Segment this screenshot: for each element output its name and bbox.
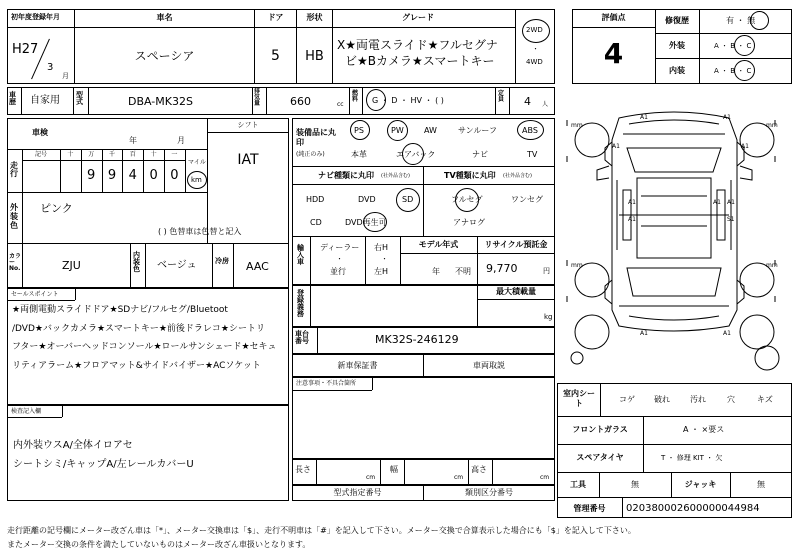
mileage-digit: 0 [170, 168, 179, 183]
damage-label: A1 [723, 330, 731, 337]
mileage-digit: 0 [149, 168, 158, 183]
car-name: スペーシア [134, 49, 195, 63]
equip-tv: TV [527, 150, 538, 159]
capacity-unit: 人 [542, 101, 549, 108]
max-load-label: 最大積載量 [496, 287, 536, 296]
shift: IAT [237, 152, 259, 168]
inspector-title: 検査記入欄 [11, 408, 42, 415]
color-note: ( ) 色替車は色替と記入 [158, 227, 242, 236]
color-value: ピンク [40, 202, 73, 215]
doors: 5 [271, 48, 280, 64]
color-no-label: カラーNo. [9, 253, 22, 272]
car-diagram [557, 100, 792, 380]
spare: T ・ 修理 KIT ・ 欠 [661, 454, 723, 462]
recycle-label: リサイクル預託金 [484, 240, 548, 249]
month: 3 [47, 62, 54, 73]
sd-circle [396, 188, 420, 212]
digit-header: 千 [108, 151, 115, 158]
equip-navi: ナビ [472, 150, 488, 159]
dim-width-cm: cm [454, 474, 464, 481]
navi-subtitle: (社外品含む) [381, 173, 410, 179]
windshield: A ・ ×要ス [683, 425, 725, 434]
damage-label: A1 [640, 114, 648, 121]
mileage-label: 走行 [10, 161, 18, 178]
row2-box [7, 87, 555, 115]
navi-dvd-play: DVD再生可 [345, 218, 387, 227]
digit-header: 十 [67, 151, 74, 158]
fuel-label: 燃料 [352, 90, 359, 103]
usage: 自家用 [30, 95, 60, 106]
tv-fullseg: フルセグ [451, 195, 483, 204]
digit-header: 百 [129, 151, 136, 158]
dimensions-row [292, 459, 555, 485]
tv-analog: アナログ [453, 218, 485, 227]
grade-line2: ビ★Bカメラ★スマートキー [345, 54, 495, 68]
car-name-label: 車名 [156, 13, 173, 22]
seat-label: 室内シート [563, 389, 595, 408]
color-label: 外装色 [10, 203, 18, 230]
jack: 無 [757, 480, 765, 489]
mgmt-label: 管理番号 [573, 504, 606, 513]
digit-header: 一 [171, 151, 178, 158]
damage-label: A1 [727, 199, 735, 206]
navi-sd: SD [402, 195, 414, 204]
chassis-label: 車台番号 [295, 330, 309, 345]
equip-sunroof: サンルーフ [458, 126, 497, 135]
inspection-label: 車検 [32, 128, 48, 137]
equipment-title: 装備品に丸印 [296, 128, 336, 147]
km-circle [187, 171, 207, 189]
usage-label: 車歴 [9, 91, 16, 106]
repair-label: 修復歴 [665, 16, 689, 25]
manual: 車両取説 [473, 361, 505, 370]
interior-color-label: 内装色 [133, 251, 140, 273]
dim-height: 高さ [471, 465, 487, 474]
damage-label: S1 [727, 216, 735, 223]
footer-line1: 走行距離の記号欄にメーター改ざん車は「*」、メーター交換車は「$」、走行不明車は「#」を記入して下さい。メーター交換で合算表示した場合にも「$」を記入して下さい。 [7, 526, 636, 535]
tools-label: 工具 [570, 480, 586, 489]
import-left: 左H [374, 267, 389, 276]
exterior-label: 外装 [669, 41, 685, 50]
equip-airbag: エアバック [396, 150, 436, 159]
seat-item: 破れ [654, 395, 670, 404]
model-label: 型式 [76, 91, 83, 106]
mileage-digit: 4 [128, 168, 137, 183]
pw-circle [387, 120, 408, 141]
km-label: km [191, 176, 202, 184]
drive-2wd: 2WD [526, 26, 543, 34]
ac: AAC [246, 260, 269, 273]
sales-title: セールスポイント [11, 291, 59, 298]
shape: HB [305, 49, 324, 64]
class-no: 類別区分番号 [465, 488, 513, 497]
inspector-block [7, 405, 289, 501]
tv-title: TV種類に丸印 [444, 171, 496, 180]
interior-color: ベージュ [157, 260, 197, 271]
seat-item: 汚れ [690, 395, 706, 404]
sales-line: /DVD★バックカメラ★スマートキー★前後ドラレコ★シートリ [12, 323, 265, 334]
tv-subtitle: (社外品含む) [503, 173, 532, 179]
max-load-kg: kg [544, 313, 553, 321]
cc: cc [337, 101, 344, 108]
capacity-label: 定員 [498, 90, 505, 103]
mm-label: mm [766, 122, 778, 129]
notes-label: 注意事項・不具合箇所 [296, 380, 357, 387]
equip-ps: PS [354, 126, 364, 135]
mileage-digit: 9 [107, 168, 117, 183]
damage-label: A1 [612, 143, 620, 150]
mile-label: マイル [188, 159, 206, 166]
ac-label: 冷房 [215, 257, 229, 265]
model-year-unknown: 不明 [455, 267, 471, 276]
navi-hdd: HDD [306, 195, 325, 204]
damage-label: A1 [640, 330, 648, 337]
seat-item: キズ [757, 395, 773, 404]
score-value: 4 [603, 37, 624, 70]
equipment-subtitle: (純正のみ) [296, 151, 325, 158]
sales-line: フター★オーバーヘッドコンソール★ロールサンシェード★セキュ [12, 342, 277, 352]
interior-label: 内装 [669, 66, 685, 75]
fuel-g-circle [366, 89, 386, 111]
airbag-circle [402, 143, 424, 165]
dim-height-cm: cm [540, 474, 550, 481]
seat-item: 穴 [727, 395, 735, 404]
import-label: 輸入車 [297, 244, 304, 266]
drive-4wd: 4WD [526, 58, 543, 66]
tv-oneseg: ワンセグ [511, 195, 543, 204]
damage-label: A1 [628, 199, 636, 206]
mm-label: mm [766, 262, 778, 269]
new-warranty: 新車保証書 [337, 361, 378, 370]
era-year: H27 [12, 42, 39, 57]
model-year-label: モデル年式 [418, 240, 459, 249]
recycle-value: 9,770 [486, 262, 518, 275]
windshield-label: フロントガラス [572, 425, 628, 434]
grade-label: グレード [402, 13, 434, 22]
inspection-year: 年 [129, 136, 137, 145]
chassis-value: MK32S-246129 [375, 333, 459, 346]
displacement-label: 排気量 [254, 88, 261, 107]
grade-line1: X★両電スライド★フルセグナ [337, 38, 498, 52]
model: DBA-MK32S [128, 95, 193, 108]
sales-line: ★両側電動スライドドア★SDナビ/フルセグ/Bluetoot [12, 305, 228, 315]
equip-aw: AW [424, 126, 437, 135]
repair-none-circle [750, 11, 769, 30]
shape-label: 形状 [306, 13, 323, 22]
month-unit: 月 [62, 72, 69, 80]
dim-length-cm: cm [366, 474, 376, 481]
fullseg-circle [455, 188, 479, 212]
equip-leather: 本革 [351, 150, 367, 159]
interior-abc: A ・ B ・ C [714, 67, 752, 75]
ps-circle [350, 120, 370, 140]
registration-label: 登録義務 [297, 289, 304, 318]
displacement: 660 [290, 95, 311, 108]
doors-label: ドア [267, 13, 284, 22]
damage-label: A1 [713, 199, 721, 206]
recycle-yen: 円 [543, 267, 550, 275]
digit-header: 十 [150, 151, 157, 158]
damage-label: A1 [723, 114, 731, 121]
repair-options: 有 ・ 無 [726, 16, 756, 25]
damage-label: A1 [741, 143, 749, 150]
damage-label: A1 [628, 216, 636, 223]
import-dealer: ディーラー [320, 243, 360, 252]
exterior-abc: A ・ B ・ C [714, 42, 752, 50]
inspector-line2: シートシミ/キャップA/左レールカバーU [13, 459, 194, 470]
dim-length: 長さ [295, 465, 311, 474]
footer-line2: またメーター交換の条件を満たしていないものはメーター改ざん車扱いとなります。 [7, 540, 311, 549]
score-label: 評価点 [601, 13, 626, 22]
dvd-play-circle [363, 212, 387, 232]
sales-line: リティアラーム★フロアマット&サイドバイザー★ACソケット [12, 360, 261, 371]
drive-2wd-circle [522, 19, 550, 43]
equip-abs: ABS [522, 126, 538, 135]
digit-header: 万 [88, 151, 95, 158]
import-dot1: ・ [336, 255, 343, 263]
import-dot2: ・ [381, 255, 388, 263]
import-right: 右H [374, 243, 389, 252]
navi-dvd: DVD [358, 195, 376, 204]
spare-label: スペアタイヤ [576, 453, 624, 462]
type-cert: 型式指定番号 [333, 488, 382, 497]
color-no: ZJU [62, 259, 81, 272]
abs-circle [517, 120, 544, 140]
mm-label: mm [571, 262, 583, 269]
mileage-symbol-label: 記号 [34, 151, 47, 158]
inspector-line1: 内外装ウスA/全体イロアセ [13, 440, 133, 451]
interior-b-circle [734, 60, 755, 81]
seat-item: コゲ [619, 395, 635, 404]
fuel-options: G ・ D ・ HV ・ ( ) [372, 96, 444, 105]
import-parallel: 並行 [330, 267, 346, 276]
equip-pw: PW [391, 126, 404, 135]
mm-label: mm [571, 122, 583, 129]
shift-label: シフト [237, 121, 259, 129]
mgmt: 020380002600000044984 [626, 503, 760, 514]
exterior-b-circle [734, 35, 755, 56]
inspection-month: 月 [177, 136, 185, 145]
navi-title: ナビ種類に丸印 [318, 171, 374, 180]
dim-width: 幅 [390, 465, 398, 474]
first-reg-label: 初年度登録年月 [11, 13, 60, 21]
capacity: 4 [524, 95, 531, 108]
tools: 無 [631, 480, 639, 489]
model-year-unit: 年 [432, 267, 440, 276]
mileage-digit: 9 [87, 168, 96, 183]
drive-dot: ・ [532, 45, 539, 53]
navi-cd: CD [310, 218, 322, 227]
jack-label: ジャッキ [684, 480, 717, 489]
